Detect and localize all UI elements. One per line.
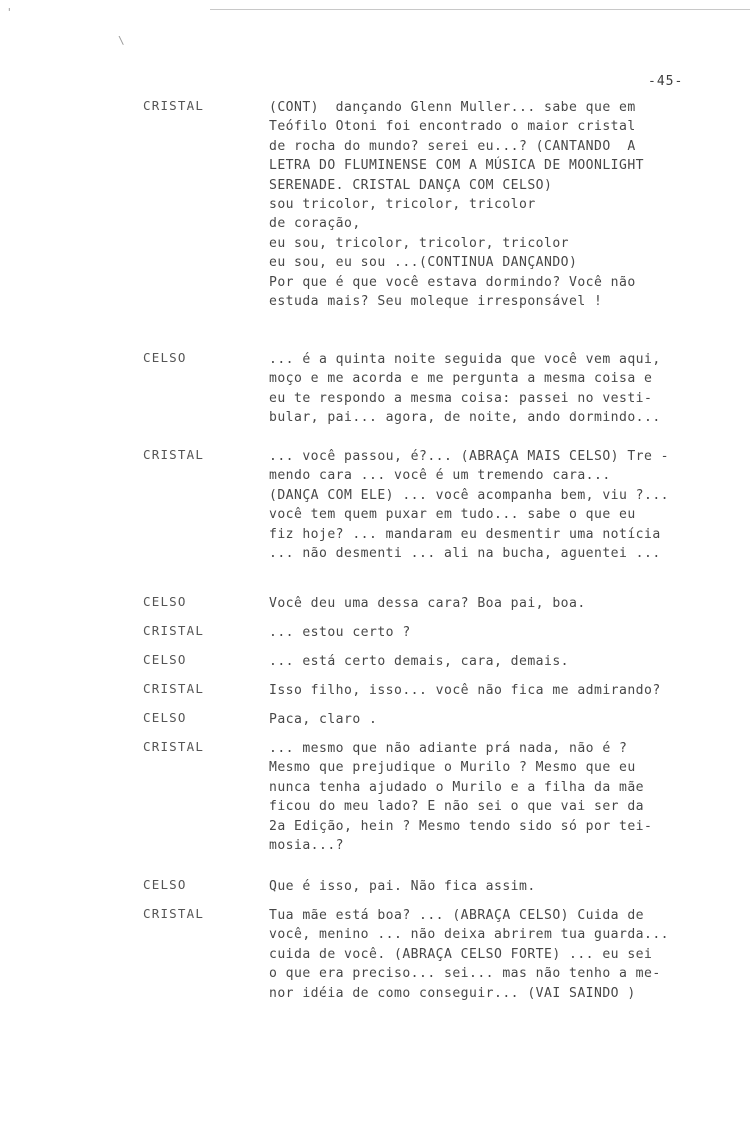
speaker-name: CRISTAL	[143, 623, 205, 638]
dialogue-lines	[269, 681, 739, 700]
speaker-name: CELSO	[143, 710, 187, 725]
dialogue-line: Tua mãe está boa? ... (ABRAÇA CELSO) Cuida de	[269, 908, 644, 923]
dialogue-line: Paca, claro .	[269, 712, 378, 727]
dialogue-lines	[269, 877, 739, 896]
dialogue-line: de rocha do mundo? serei eu...? (CANTANDO A	[269, 138, 636, 154]
speaker-name: CELSO	[143, 877, 187, 892]
dialogue-line: você tem quem puxar em tudo... sabe o que eu	[269, 507, 636, 523]
dialogue-lines	[269, 594, 739, 613]
page-number: -45-	[648, 74, 684, 89]
dialogue-line: ... não desmenti ... ali na bucha, aguentei ...	[269, 545, 661, 561]
speaker-name: CRISTAL	[143, 906, 205, 921]
dialogue-line: o que era preciso... sei... mas não tenho a me-	[269, 966, 661, 982]
dialogue-line: mendo cara ... você é um tremendo cara...	[269, 468, 611, 484]
dialogue-line: Que é isso, pai. Não fica assim.	[269, 879, 536, 894]
dialogue-line: sou tricolor, tricolor, tricolor	[269, 196, 536, 212]
speaker-name: CELSO	[143, 350, 187, 365]
dialogue-line: você, menino ... não deixa abrirem tua guarda...	[269, 927, 669, 943]
dialogue-line: Por que é que você estava dormindo? Você não	[269, 274, 636, 290]
dialogue-line: eu te respondo a mesma coisa: passei no vesti-	[269, 390, 653, 406]
speaker-name: CRISTAL	[143, 447, 205, 462]
dialogue-line: fiz hoje? ... mandaram eu desmentir uma notícia	[269, 526, 661, 542]
dialogue-line: ... é a quinta noite seguida que você vem aqui,	[269, 352, 661, 367]
dialogue-line: ... estou certo ?	[269, 625, 411, 640]
dialogue-lines	[269, 447, 739, 563]
dialogue-line: ... está certo demais, cara, demais.	[269, 654, 569, 669]
dialogue-line: LETRA DO FLUMINENSE COM A MÚSICA DE MOONLIGHT	[269, 158, 644, 174]
dialogue-lines	[269, 623, 739, 642]
dialogue-line: mosia...?	[269, 837, 344, 853]
margin-mark: \	[118, 34, 125, 47]
dialogue-line: 2a Edição, hein ? Mesmo tendo sido só por tei-	[269, 818, 653, 834]
margin-mark: '	[6, 6, 13, 19]
dialogue-line: nor idéia de como conseguir... (VAI SAINDO )	[269, 985, 636, 1001]
dialogue-lines	[269, 98, 739, 311]
dialogue-line: de coração,	[269, 216, 361, 232]
speaker-name: CRISTAL	[143, 739, 205, 754]
dialogue-line: ... mesmo que não adiante prá nada, não é ?	[269, 741, 628, 756]
dialogue-line: cuida de você. (ABRAÇA CELSO FORTE) ... eu sei	[269, 946, 653, 962]
dialogue-line: Você deu uma dessa cara? Boa pai, boa.	[269, 596, 586, 611]
dialogue-lines	[269, 350, 739, 428]
dialogue-line: eu sou, eu sou ...(CONTINUA DANÇANDO)	[269, 255, 578, 271]
dialogue-line: ... você passou, é?... (ABRAÇA MAIS CELSO) Tre -	[269, 449, 669, 464]
dialogue-lines	[269, 739, 739, 855]
dialogue-line: (CONT) dançando Glenn Muller... sabe que em	[269, 100, 636, 115]
dialogue-line: Isso filho, isso... você não fica me admirando?	[269, 683, 661, 698]
speaker-name: CRISTAL	[143, 681, 205, 696]
top-rule	[210, 9, 750, 10]
dialogue-lines	[269, 710, 739, 729]
speaker-name: CELSO	[143, 594, 187, 609]
dialogue-lines	[269, 652, 739, 671]
dialogue-line: moço e me acorda e me pergunta a mesma coisa e	[269, 371, 653, 387]
dialogue-line: ficou do meu lado? E não sei o que vai ser da	[269, 799, 644, 815]
dialogue-line: (DANÇA COM ELE) ... você acompanha bem, viu ?...	[269, 487, 669, 503]
dialogue-line: bular, pai... agora, de noite, ando dormindo...	[269, 410, 661, 426]
dialogue-line: Teófilo Otoni foi encontrado o maior cristal	[269, 119, 636, 135]
dialogue-line: Mesmo que prejudique o Murilo ? Mesmo que eu	[269, 760, 636, 776]
dialogue-line: SERENADE. CRISTAL DANÇA COM CELSO)	[269, 177, 553, 193]
dialogue-lines	[269, 906, 739, 1003]
speaker-name: CELSO	[143, 652, 187, 667]
dialogue-line: eu sou, tricolor, tricolor, tricolor	[269, 235, 569, 251]
dialogue-line: estuda mais? Seu moleque irresponsável !	[269, 293, 603, 309]
speaker-name: CRISTAL	[143, 98, 205, 113]
dialogue-line: nunca tenha ajudado o Murilo e a filha da mãe	[269, 779, 644, 795]
